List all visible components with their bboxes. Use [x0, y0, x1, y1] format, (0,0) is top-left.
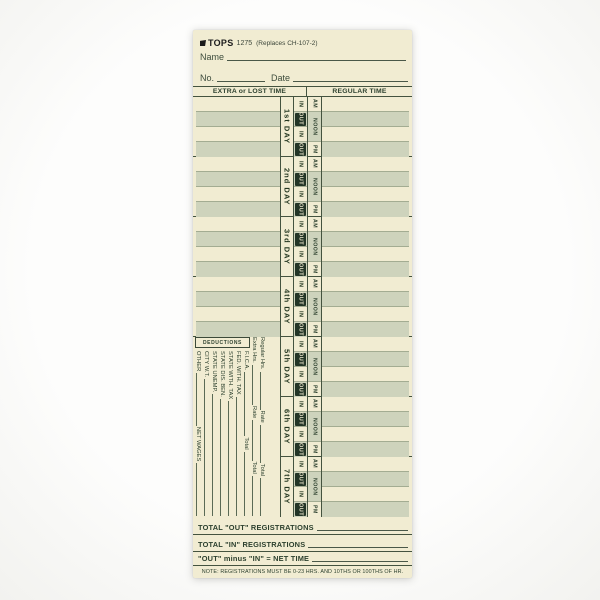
fica-line: F.I.C.A. Total: [243, 351, 251, 517]
name-blank-line: [227, 60, 406, 61]
day-block-3: [193, 217, 412, 277]
registration-note: NOTE: REGISTRATIONS MUST BE 0-23 HRS. AND 10THS OR 100THS OF HR.: [201, 569, 404, 575]
regular-cell: [322, 127, 409, 142]
extra-cell: [196, 112, 280, 127]
card-header: [200, 38, 318, 48]
out-cell: [294, 472, 307, 487]
regular-cell: [322, 232, 409, 247]
blank-line: [317, 530, 408, 531]
no-label: No.: [200, 73, 215, 83]
in-out-column: [293, 217, 307, 277]
blank-line: [228, 401, 229, 516]
regular-cell: [322, 187, 409, 202]
out-cell: [294, 172, 307, 187]
in-cell: IN: [294, 97, 307, 112]
out-cell: [294, 262, 307, 277]
net-time-row: "OUT" minus "IN" = NET TIME: [193, 552, 412, 566]
out-punch-box: OUT: [295, 263, 306, 276]
blank-line: [244, 372, 245, 436]
in-out-column: [293, 97, 307, 157]
date-label: Date: [271, 73, 291, 83]
out-cell: [294, 382, 307, 397]
form-number: 1275: [236, 39, 253, 47]
noon-cell: NOON: [308, 472, 321, 502]
day-label: 1st DAY: [280, 97, 293, 157]
in-cell: IN: [294, 307, 307, 322]
out-cell: [294, 202, 307, 217]
in-cell: IN: [294, 217, 307, 232]
blank-line: [308, 547, 408, 548]
am-cell: AM: [308, 217, 321, 232]
extra-cell: [196, 142, 280, 157]
am-cell: AM: [308, 457, 321, 472]
in-out-column: [293, 277, 307, 337]
out-punch-box: OUT: [295, 233, 306, 246]
extra-cell: [196, 322, 280, 337]
in-out-column: [293, 157, 307, 217]
extra-cell: [196, 127, 280, 142]
regular-cell: [322, 487, 409, 502]
noon-cell: NOON: [308, 232, 321, 262]
am-cell: AM: [308, 337, 321, 352]
out-punch-box: OUT: [295, 173, 306, 186]
in-cell: IN: [294, 427, 307, 442]
regular-cell: [322, 292, 409, 307]
out-punch-box: OUT: [295, 473, 306, 486]
period-column: [307, 277, 322, 337]
out-cell: [294, 112, 307, 127]
regular-time-cells: [322, 337, 412, 397]
extra-time-cells: [193, 217, 280, 277]
in-cell: IN: [294, 157, 307, 172]
blank-line: [252, 476, 253, 516]
regular-cell: [322, 157, 409, 172]
day-label: 7th DAY: [280, 457, 293, 517]
regular-cell: [322, 142, 409, 157]
pm-cell: PM: [311, 144, 318, 154]
extra-cell: [196, 262, 280, 277]
regular-cell: [322, 397, 409, 412]
noon-cell: NOON: [308, 112, 321, 142]
regular-cell: [322, 352, 409, 367]
in-out-column: [293, 457, 307, 517]
blank-line: [220, 399, 221, 516]
blank-line: [260, 478, 261, 516]
city-wt-line: CITY W.T.: [203, 351, 211, 517]
blank-line: [204, 379, 205, 516]
day-label: 6th DAY: [280, 397, 293, 457]
regular-cell: [322, 322, 409, 337]
noon-cell: NOON: [308, 172, 321, 202]
blank-line: [196, 373, 197, 426]
extra-cell: [196, 247, 280, 262]
payroll-rotated-block: [195, 337, 267, 517]
no-blank-line: [217, 81, 265, 82]
regular-time-cells: [322, 277, 412, 337]
blank-line: [196, 463, 197, 516]
regular-cell: [322, 217, 409, 232]
out-cell: [294, 412, 307, 427]
pm-cell: PM: [311, 324, 318, 334]
other-net-wages-line: OTHER NET WAGES: [195, 351, 203, 517]
blank-line: [236, 397, 237, 516]
regular-cell: [322, 502, 409, 517]
am-cell: AM: [308, 157, 321, 172]
extra-time-cells: [193, 97, 280, 157]
out-punch-box: OUT: [295, 113, 306, 126]
blank-line: [260, 372, 261, 410]
regular-cell: [322, 412, 409, 427]
extra-cell: [196, 232, 280, 247]
time-card: [193, 30, 412, 578]
extra-lost-time-header: EXTRA or LOST TIME: [193, 87, 307, 96]
out-cell: [294, 322, 307, 337]
period-column: [307, 97, 322, 157]
regular-cell: [322, 367, 409, 382]
regular-hrs-line: Regular Hrs. Rate Total: [259, 337, 267, 517]
day-label: 2nd DAY: [280, 157, 293, 217]
regular-cell: [322, 112, 409, 127]
brand-name: TOPS: [208, 38, 234, 48]
regular-cell: [322, 307, 409, 322]
regular-time-cells: [322, 397, 412, 457]
extra-cell: [196, 292, 280, 307]
regular-cell: [322, 457, 409, 472]
note-row: [193, 566, 412, 578]
day-label: 4th DAY: [280, 277, 293, 337]
state-with-tax-line: STATE WITH. TAX: [227, 351, 235, 517]
out-cell: [294, 292, 307, 307]
in-out-column: [293, 337, 307, 397]
period-column: [307, 217, 322, 277]
out-punch-box: OUT: [295, 143, 306, 156]
regular-time-cells: [322, 457, 412, 517]
payroll-section: [195, 337, 267, 517]
deductions-label: DEDUCTIONS: [202, 339, 243, 346]
noon-cell: NOON: [308, 352, 321, 382]
in-cell: IN: [294, 187, 307, 202]
regular-cell: [322, 262, 409, 277]
total-out-row: TOTAL "OUT" REGISTRATIONS: [193, 517, 412, 535]
regular-cell: [322, 337, 409, 352]
out-punch-box: OUT: [295, 353, 306, 366]
extra-cell: [196, 157, 280, 172]
regular-cell: [322, 202, 409, 217]
extra-time-cells: [193, 277, 280, 337]
in-cell: IN: [294, 457, 307, 472]
day-block-2: [193, 157, 412, 217]
out-punch-box: OUT: [295, 203, 306, 216]
pm-cell: PM: [311, 264, 318, 274]
extra-hrs-line: Extra Hrs. Rate Total: [251, 337, 259, 517]
in-cell: IN: [294, 277, 307, 292]
out-cell: [294, 232, 307, 247]
no-date-field-row: [200, 73, 408, 83]
state-dis-ben-line: STATE DIS. BEN.: [219, 351, 227, 517]
extra-cell: [196, 97, 280, 112]
regular-time-cells: [322, 97, 412, 157]
replaces-note: (Replaces CH-107-2): [256, 39, 318, 47]
tops-logo-icon: [200, 40, 206, 46]
in-cell: IN: [294, 127, 307, 142]
blank-line: [252, 365, 253, 405]
out-cell: [294, 442, 307, 457]
extra-cell: [196, 277, 280, 292]
day-block-1: [193, 97, 412, 157]
regular-time-cells: [322, 157, 412, 217]
extra-cell: [196, 202, 280, 217]
period-column: [307, 397, 322, 457]
regular-time-cells: [322, 217, 412, 277]
in-cell: IN: [294, 337, 307, 352]
blank-line: [312, 561, 408, 562]
pm-cell: PM: [311, 504, 318, 514]
in-cell: IN: [294, 247, 307, 262]
day-block-4: [193, 277, 412, 337]
regular-cell: [322, 427, 409, 442]
out-punch-box: OUT: [295, 413, 306, 426]
am-cell: AM: [308, 277, 321, 292]
totals-section: [193, 517, 412, 578]
out-punch-box: OUT: [295, 383, 306, 396]
out-cell: [294, 502, 307, 517]
date-blank-line: [293, 81, 408, 82]
column-headers: [193, 86, 412, 97]
extra-cell: [196, 187, 280, 202]
deductions-box: [195, 337, 250, 348]
regular-cell: [322, 247, 409, 262]
in-cell: IN: [294, 367, 307, 382]
state-unemp-line: STATE UNEMP.: [211, 351, 219, 517]
name-label: Name: [200, 52, 225, 62]
blank-line: [212, 394, 213, 516]
day-label: 3rd DAY: [280, 217, 293, 277]
out-punch-box: OUT: [295, 293, 306, 306]
fed-with-tax-line: FED. WITH. TAX: [235, 351, 243, 517]
regular-time-header: REGULAR TIME: [332, 88, 387, 95]
out-cell: [294, 352, 307, 367]
out-punch-box: OUT: [295, 323, 306, 336]
in-cell: IN: [294, 397, 307, 412]
out-punch-box: OUT: [295, 503, 306, 516]
pm-cell: PM: [311, 384, 318, 394]
period-column: [307, 337, 322, 397]
total-in-row: TOTAL "IN" REGISTRATIONS: [193, 535, 412, 552]
period-column: [307, 157, 322, 217]
noon-cell: NOON: [308, 292, 321, 322]
noon-cell: NOON: [308, 412, 321, 442]
regular-cell: [322, 277, 409, 292]
am-cell: AM: [308, 397, 321, 412]
regular-cell: [322, 172, 409, 187]
pm-cell: PM: [311, 444, 318, 454]
am-cell: AM: [308, 97, 321, 112]
name-field-row: [200, 52, 406, 62]
day-label: 5th DAY: [280, 337, 293, 397]
period-column: [307, 457, 322, 517]
regular-cell: [322, 382, 409, 397]
blank-line: [252, 420, 253, 460]
in-out-column: [293, 397, 307, 457]
out-punch-box: OUT: [295, 443, 306, 456]
in-cell: IN: [294, 487, 307, 502]
regular-cell: [322, 97, 409, 112]
blank-line: [260, 425, 261, 463]
pm-cell: PM: [311, 204, 318, 214]
blank-line: [244, 452, 245, 516]
out-cell: [294, 142, 307, 157]
regular-cell: [322, 442, 409, 457]
regular-cell: [322, 472, 409, 487]
extra-cell: [196, 217, 280, 232]
extra-cell: [196, 172, 280, 187]
extra-time-cells: [193, 157, 280, 217]
extra-cell: [196, 307, 280, 322]
